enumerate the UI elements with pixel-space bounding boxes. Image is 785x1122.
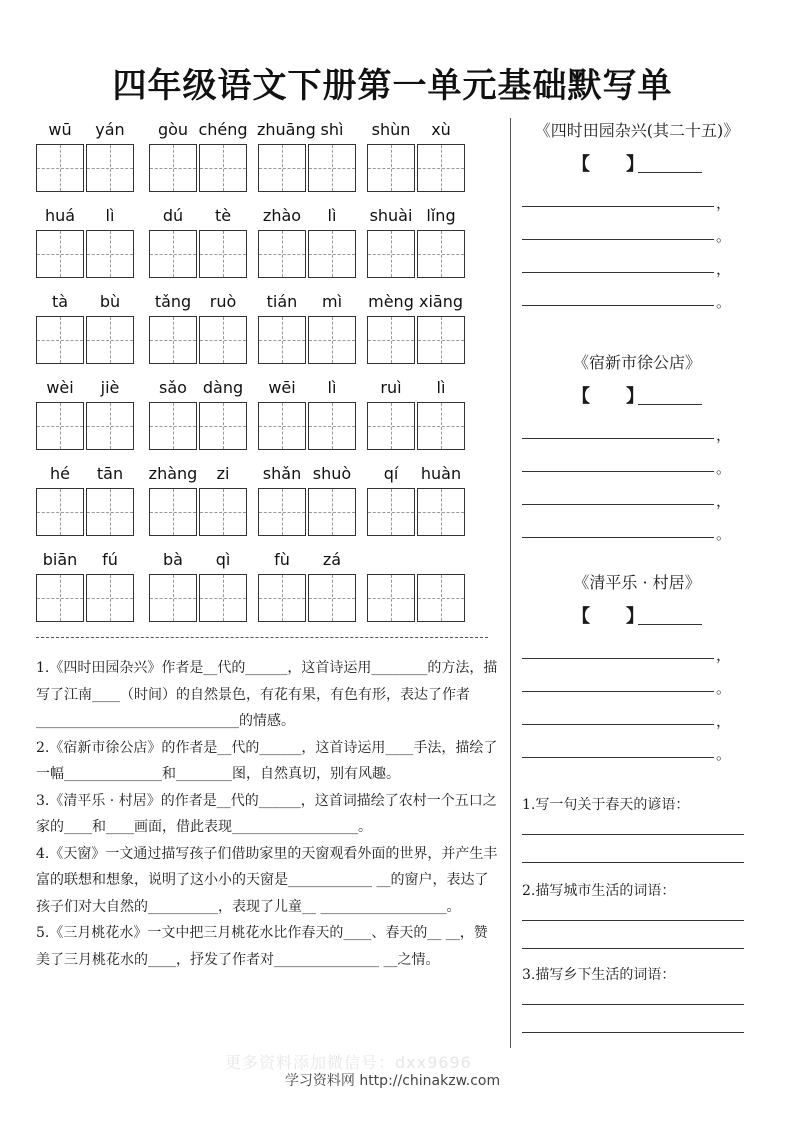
pinyin-label: tè xyxy=(214,206,232,225)
poem-line-punctuation: ， xyxy=(716,194,732,212)
pinyin-label: wū xyxy=(48,120,72,139)
pinyin-grid-section xyxy=(36,118,498,634)
pinyin-row xyxy=(36,118,498,204)
pinyin-line xyxy=(36,290,498,316)
extra-label-2: 2.描写城市生活的词语： xyxy=(522,883,676,899)
pinyin-label: lì xyxy=(105,206,115,225)
pinyin-row xyxy=(36,462,498,548)
pinyin-label: zhàng xyxy=(148,464,198,483)
extra-answer-line[interactable] xyxy=(522,1004,744,1005)
poem-author-blank-2[interactable] xyxy=(638,386,702,405)
tianzige-cell[interactable] xyxy=(417,488,465,536)
poem-title-3: 《清平乐 · 村居》 xyxy=(573,573,701,592)
tianzige-cell[interactable] xyxy=(149,402,197,450)
question-3: 3.《清平乐 · 村居》的作者是__代的______，这首词描绘了农村一个五口之家的____和____画面，借此表现__________________。 xyxy=(36,792,497,835)
tianzige-cell[interactable] xyxy=(308,316,356,364)
writing-grid-line xyxy=(36,488,498,538)
poem-line-blank[interactable] xyxy=(522,254,714,273)
pinyin-label: xù xyxy=(431,120,451,139)
poem-dynasty-bracket-2: 【 】 xyxy=(572,386,644,407)
pinyin-label: bà xyxy=(163,550,183,569)
tianzige-cell[interactable] xyxy=(36,488,84,536)
tianzige-cell[interactable] xyxy=(86,574,134,622)
poem-line-punctuation: 。 xyxy=(716,293,732,311)
poem-line-blank[interactable] xyxy=(522,221,714,240)
pinyin-label: lǐng xyxy=(426,206,456,225)
poem-line-punctuation: 。 xyxy=(716,459,732,477)
tianzige-cell[interactable] xyxy=(258,574,306,622)
pinyin-label: tián xyxy=(266,292,298,311)
poem-line-blank[interactable] xyxy=(522,706,714,725)
extra-answer-line[interactable] xyxy=(522,920,744,921)
tianzige-cell[interactable] xyxy=(199,402,247,450)
question-list xyxy=(36,655,498,973)
tianzige-cell[interactable] xyxy=(86,316,134,364)
pinyin-label: tǎng xyxy=(154,292,192,311)
tianzige-cell[interactable] xyxy=(36,230,84,278)
tianzige-cell[interactable] xyxy=(367,316,415,364)
tianzige-cell[interactable] xyxy=(149,488,197,536)
tianzige-cell[interactable] xyxy=(86,488,134,536)
pinyin-label: fù xyxy=(274,550,290,569)
tianzige-cell[interactable] xyxy=(417,316,465,364)
tianzige-cell[interactable] xyxy=(308,488,356,536)
tianzige-cell[interactable] xyxy=(199,488,247,536)
pinyin-label: lì xyxy=(436,378,446,397)
tianzige-cell[interactable] xyxy=(149,316,197,364)
pinyin-label: lì xyxy=(327,206,337,225)
poem-title-2: 《宿新市徐公店》 xyxy=(572,353,701,372)
tianzige-cell[interactable] xyxy=(199,144,247,192)
pinyin-label: dú xyxy=(162,206,184,225)
pinyin-row xyxy=(36,204,498,290)
pinyin-label: ruò xyxy=(209,292,237,311)
pinyin-label: tà xyxy=(51,292,69,311)
tianzige-cell[interactable] xyxy=(417,230,465,278)
poem-line-punctuation: 。 xyxy=(716,679,732,697)
poem-title-1: 《四时田园杂兴(其二十五)》 xyxy=(534,121,740,140)
pinyin-label: qí xyxy=(383,464,399,483)
tianzige-cell[interactable] xyxy=(149,230,197,278)
poem-author-blank-3[interactable] xyxy=(638,606,702,625)
pinyin-line xyxy=(36,548,498,574)
tianzige-cell[interactable] xyxy=(36,402,84,450)
tianzige-cell[interactable] xyxy=(149,144,197,192)
writing-grid-line xyxy=(36,144,498,194)
poem-line-punctuation: ， xyxy=(716,646,732,664)
pinyin-label: shì xyxy=(320,120,344,139)
column-divider xyxy=(510,118,511,1048)
pinyin-label: shuò xyxy=(312,464,352,483)
pinyin-label: biān xyxy=(42,550,78,569)
poem-line-punctuation: ， xyxy=(716,426,732,444)
extra-answer-line[interactable] xyxy=(522,948,744,949)
tianzige-cell[interactable] xyxy=(258,488,306,536)
pinyin-label: xiāng xyxy=(418,292,463,311)
poem-line-punctuation: 。 xyxy=(716,227,732,245)
pinyin-label: zhào xyxy=(262,206,302,225)
tianzige-cell[interactable] xyxy=(308,402,356,450)
pinyin-label: qì xyxy=(215,550,231,569)
poem-dynasty-bracket-3: 【 】 xyxy=(572,606,644,627)
writing-grid-line xyxy=(36,316,498,366)
poem-line-punctuation: 。 xyxy=(716,525,732,543)
question-5: 5.《三月桃花水》一文中把三月桃花水比作春天的____、春天的__ __，赞美了三月桃花水的____，抒发了作者对_______________ __之情。 xyxy=(36,925,488,968)
poem-dynasty-bracket-1: 【 】 xyxy=(572,154,644,175)
question-4: 4.《天窗》一文通过描写孩子们借助家里的天窗观看外面的世界，并产生丰富的联想和想象，说明了这小小的天窗是____________ __的窗户，表达了孩子们对大自然的__________，表现了儿童__ __________________。 xyxy=(36,845,498,915)
tianzige-cell[interactable] xyxy=(367,574,415,622)
poem-author-blank-1[interactable] xyxy=(638,154,702,173)
pinyin-label: hé xyxy=(50,464,70,483)
poem-line-blank[interactable] xyxy=(522,486,714,505)
pinyin-label: wēi xyxy=(268,378,296,397)
pinyin-label: huàn xyxy=(420,464,462,483)
tianzige-cell[interactable] xyxy=(367,230,415,278)
pinyin-label: zi xyxy=(216,464,230,483)
writing-grid-line xyxy=(36,574,498,624)
tianzige-cell[interactable] xyxy=(308,574,356,622)
tianzige-cell[interactable] xyxy=(149,574,197,622)
tianzige-cell[interactable] xyxy=(36,574,84,622)
extra-label-3: 3.描写乡下生活的词语： xyxy=(522,967,676,983)
poem-line-punctuation: ， xyxy=(716,712,732,730)
pinyin-line xyxy=(36,204,498,230)
tianzige-cell[interactable] xyxy=(86,402,134,450)
extra-answer-line[interactable] xyxy=(522,1032,744,1033)
tianzige-cell[interactable] xyxy=(199,230,247,278)
pinyin-label: fú xyxy=(102,550,118,569)
poem-line-blank[interactable] xyxy=(522,420,714,439)
pinyin-line xyxy=(36,376,498,402)
poem-line-blank[interactable] xyxy=(522,673,714,692)
pinyin-label: bù xyxy=(99,292,121,311)
pinyin-label: sǎo xyxy=(159,378,187,397)
tianzige-cell[interactable] xyxy=(86,230,134,278)
pinyin-label: jiè xyxy=(100,378,120,397)
tianzige-cell[interactable] xyxy=(36,316,84,364)
tianzige-cell[interactable] xyxy=(308,144,356,192)
tianzige-cell[interactable] xyxy=(417,144,465,192)
tianzige-cell[interactable] xyxy=(417,402,465,450)
section-divider xyxy=(36,637,488,638)
writing-grid-line xyxy=(36,402,498,452)
pinyin-label: dàng xyxy=(202,378,244,397)
pinyin-label: lì xyxy=(327,378,337,397)
tianzige-cell[interactable] xyxy=(367,488,415,536)
pinyin-row xyxy=(36,548,498,634)
extra-label-1: 1.写一句关于春天的谚语： xyxy=(522,797,690,813)
tianzige-cell[interactable] xyxy=(258,144,306,192)
poem-line-blank[interactable] xyxy=(522,287,714,306)
pinyin-line xyxy=(36,462,498,488)
tianzige-cell[interactable] xyxy=(258,316,306,364)
poem-line-punctuation: 。 xyxy=(716,745,732,763)
pinyin-label: gòu xyxy=(157,120,189,139)
footer-text: 学习资料网 http://chinakzw.com xyxy=(284,1073,501,1089)
pinyin-label: zhuāng xyxy=(257,120,316,139)
pinyin-label: mèng xyxy=(368,292,414,311)
pinyin-label: shǎn xyxy=(262,464,302,483)
pinyin-label: shuài xyxy=(369,206,413,225)
pinyin-label: yán xyxy=(95,120,125,139)
tianzige-cell[interactable] xyxy=(36,144,84,192)
poem-line-punctuation: ， xyxy=(716,492,732,510)
poem-line-blank[interactable] xyxy=(522,188,714,207)
pinyin-label: zá xyxy=(322,550,342,569)
pinyin-row xyxy=(36,290,498,376)
pinyin-label: shùn xyxy=(371,120,411,139)
writing-grid-line xyxy=(36,230,498,280)
extra-answer-line[interactable] xyxy=(522,834,744,835)
pinyin-label: ruì xyxy=(380,378,402,397)
pinyin-label: tān xyxy=(96,464,124,483)
pinyin-label: mì xyxy=(321,292,343,311)
tianzige-cell[interactable] xyxy=(367,402,415,450)
question-1: 1.《四时田园杂兴》作者是__代的______，这首诗运用________的方法，描写了江南____（时间）的自然景色，有花有果，有色有形，表达了作者_____________________________的情感。 xyxy=(36,660,498,729)
poem-line-blank[interactable] xyxy=(522,739,714,758)
question-2: 2.《宿新市徐公店》的作者是__代的______，这首诗运用____手法，描绘了一幅______________和________图，自然真切，别有风趣。 xyxy=(36,739,498,782)
tianzige-cell[interactable] xyxy=(199,574,247,622)
tianzige-cell[interactable] xyxy=(258,402,306,450)
pinyin-line xyxy=(36,118,498,144)
pinyin-label: huá xyxy=(44,206,76,225)
extra-answer-line[interactable] xyxy=(522,862,744,863)
pinyin-row xyxy=(36,376,498,462)
tianzige-cell[interactable] xyxy=(86,144,134,192)
watermark-text: 更多资料添加微信号：dxx9696 xyxy=(225,1053,472,1072)
worksheet-title: 四年级语文下册第一单元基础默写单 xyxy=(112,66,673,106)
poem-line-blank[interactable] xyxy=(522,640,714,659)
tianzige-cell[interactable] xyxy=(258,230,306,278)
pinyin-label: wèi xyxy=(46,378,74,397)
tianzige-cell[interactable] xyxy=(308,230,356,278)
tianzige-cell[interactable] xyxy=(367,144,415,192)
poem-line-punctuation: ， xyxy=(716,260,732,278)
poem-line-blank[interactable] xyxy=(522,519,714,538)
tianzige-cell[interactable] xyxy=(199,316,247,364)
pinyin-label: chéng xyxy=(198,120,248,139)
tianzige-cell[interactable] xyxy=(417,574,465,622)
poem-line-blank[interactable] xyxy=(522,453,714,472)
